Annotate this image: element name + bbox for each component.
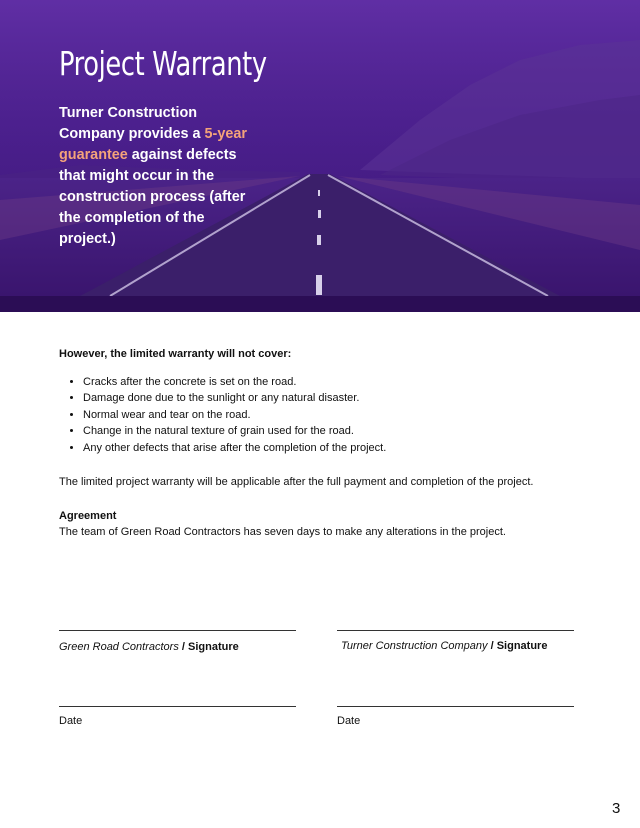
list-item: • Damage done due to the sunlight or any natural disaster.	[83, 390, 579, 407]
left-signature-line	[59, 630, 296, 631]
left-party-name: Green Road Contractors	[59, 641, 179, 653]
warranty-intro	[59, 103, 259, 250]
right-signature-word: Signature	[496, 640, 548, 652]
list-item: • Normal wear and tear on the road.	[83, 407, 579, 424]
right-signature-line	[337, 630, 574, 631]
right-date-line	[337, 706, 574, 707]
left-date-label: Date	[59, 715, 83, 727]
agreement-heading: Agreement	[59, 509, 117, 522]
hero-banner	[0, 0, 640, 312]
list-item: • Any other defects that arise after the completion of the project.	[83, 440, 579, 457]
right-date-label: Date	[337, 715, 361, 727]
exclusions-heading: However, the limited warranty will not cover:	[59, 348, 292, 360]
left-separator: /	[178, 641, 189, 653]
guarantee-highlight: 5-year guarantee	[59, 126, 247, 163]
right-separator: /	[487, 640, 497, 652]
applicability-paragraph: The limited project warranty will be applicable after the full payment and completion of the project.	[59, 476, 534, 488]
page-number: 3	[612, 800, 621, 817]
left-signature-word: Signature	[188, 641, 239, 653]
warranty-details	[59, 346, 579, 541]
intro-text-end: against defects that might occur in the construction process (after the completion of the project.)	[59, 147, 246, 247]
list-item: • Change in the natural texture of grain used for the road.	[83, 423, 579, 440]
page-title: Project Warranty	[59, 44, 267, 83]
list-item: • Cracks after the concrete is set on the road.	[83, 374, 579, 391]
agreement-text: The team of Green Road Contractors has seven days to make any alterations in the project.	[59, 526, 506, 538]
exclusions-list	[59, 374, 579, 457]
right-party-name: Turner Construction Company	[341, 640, 488, 652]
left-date-line	[59, 706, 296, 707]
intro-text-start: Turner Construction Company provides a	[59, 105, 205, 142]
right-signature-label	[341, 640, 547, 652]
left-signature-label	[59, 641, 239, 653]
